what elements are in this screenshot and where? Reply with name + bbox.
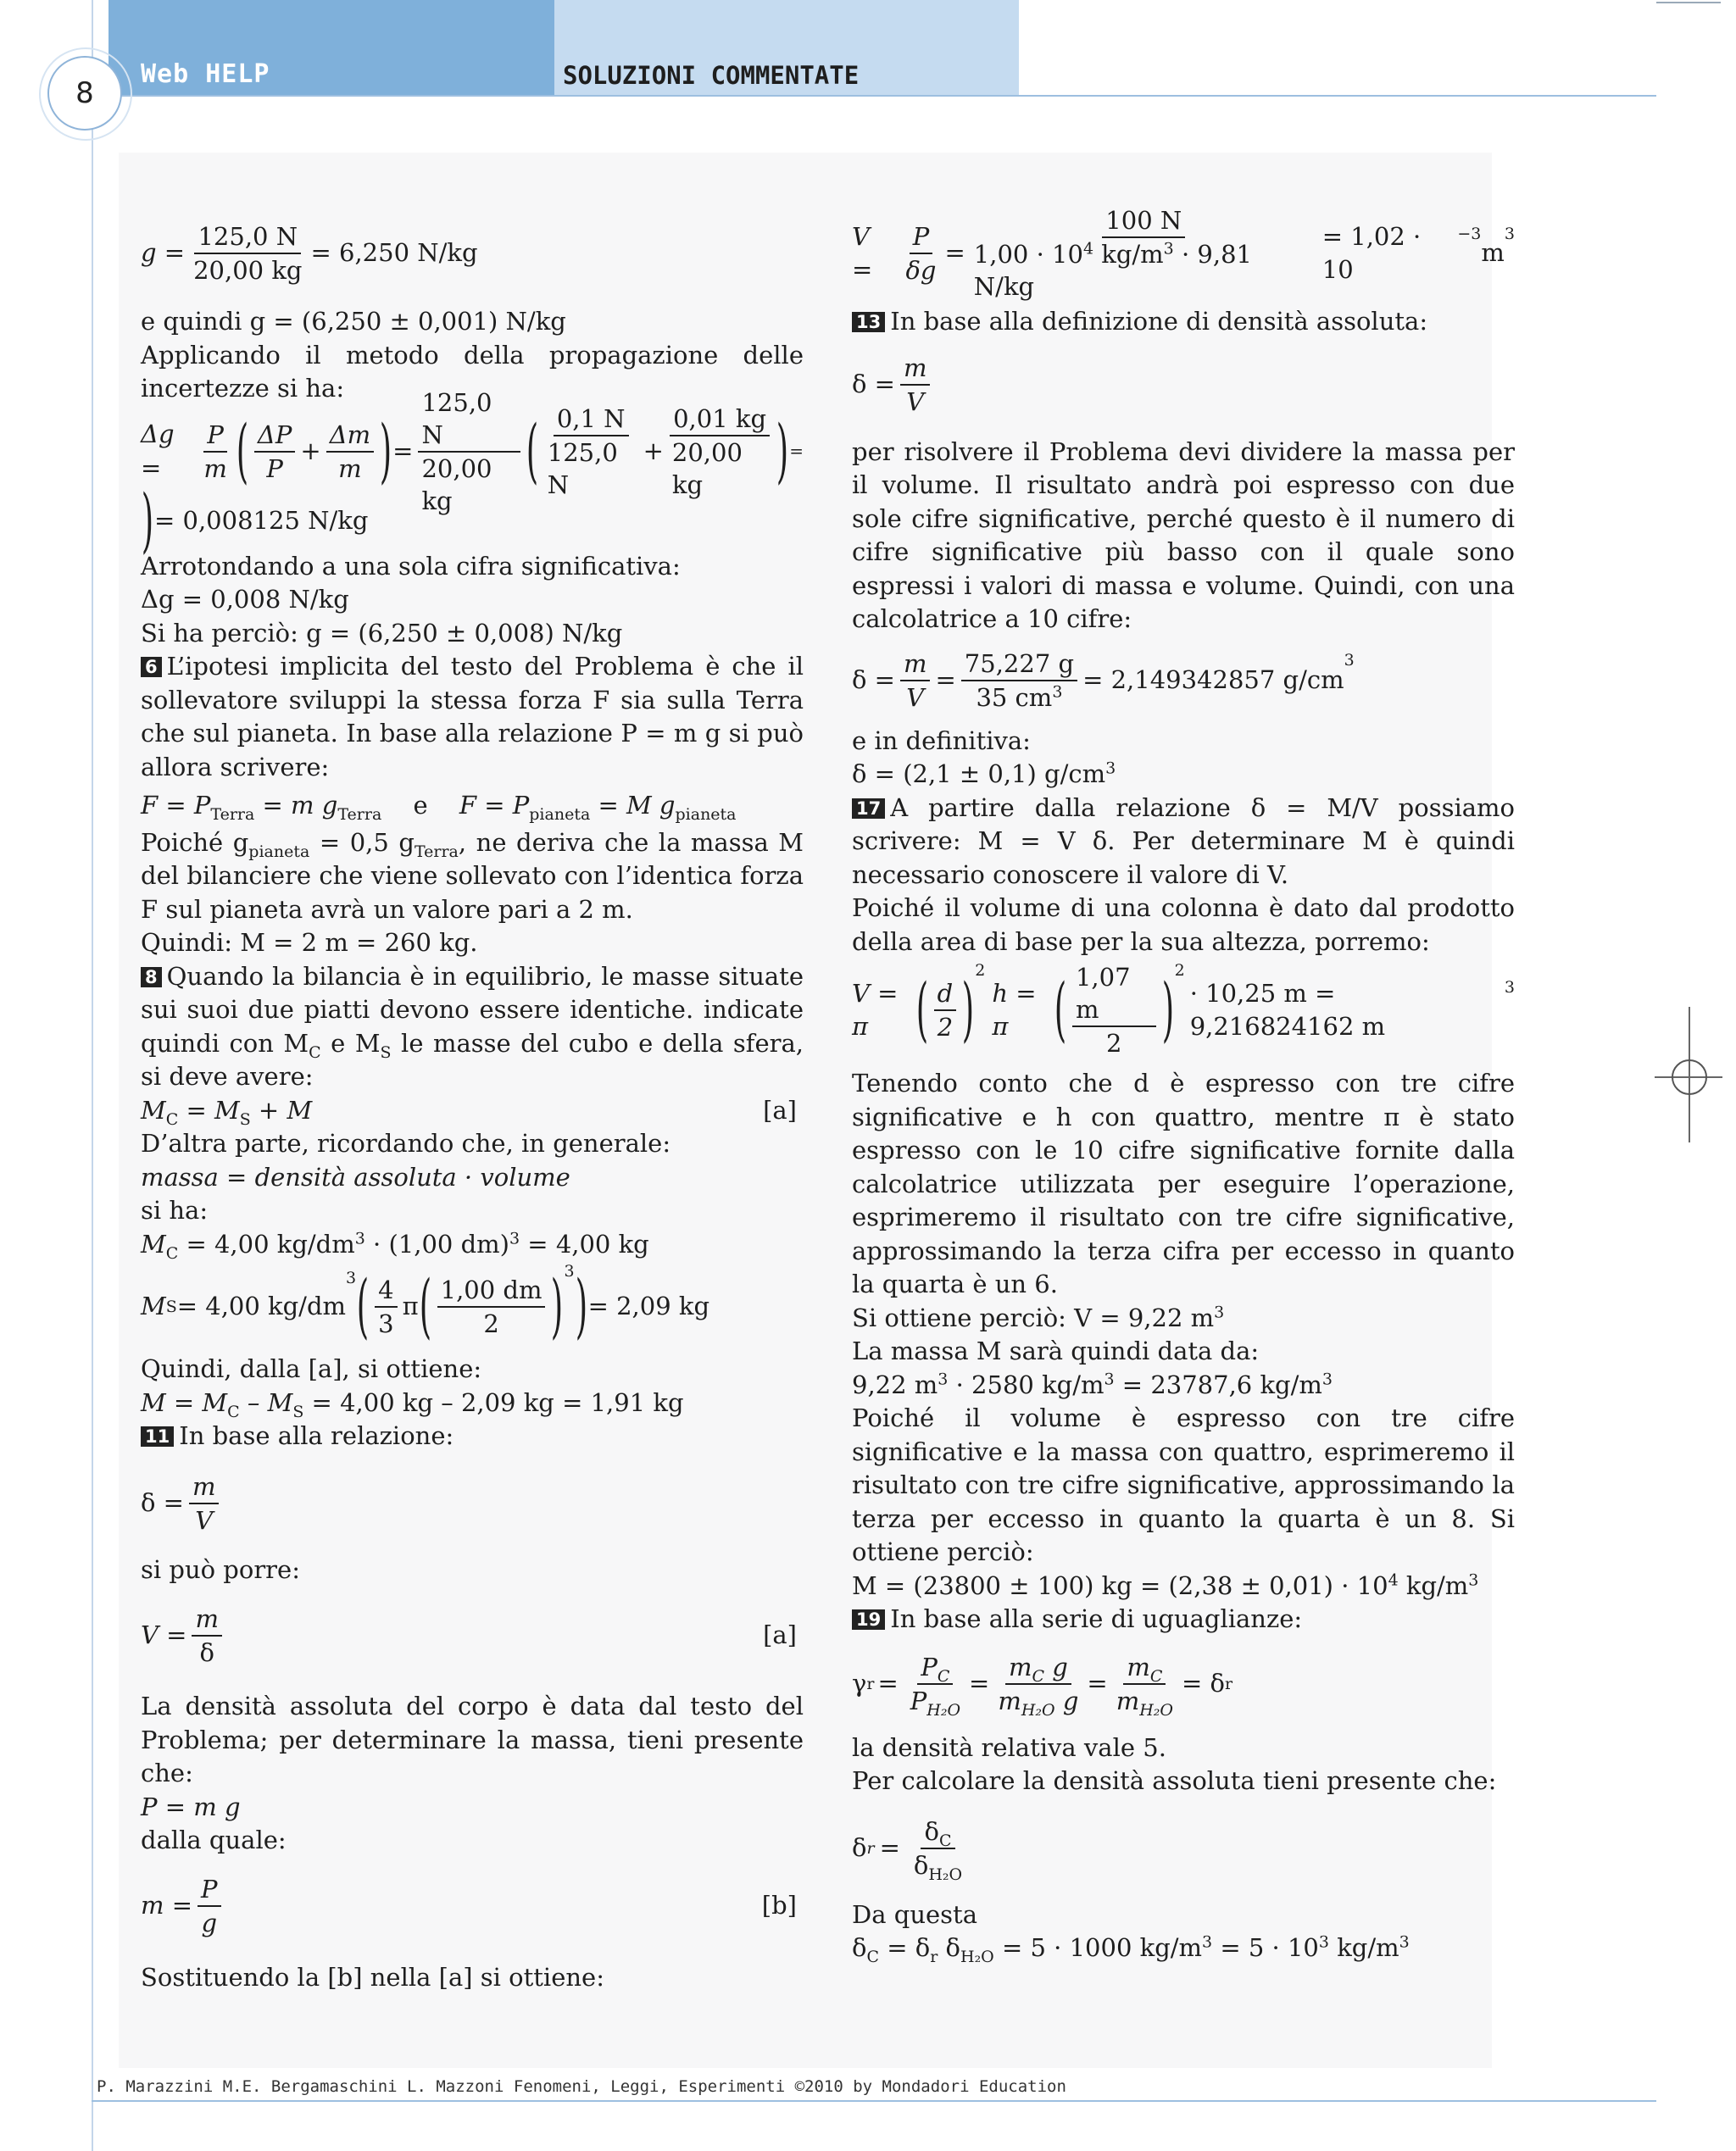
equation-ms: M S = 4,00 kg/dm 3 ( $\frac{4}{3}$ π ( $\frac{1,00 dm}{2}$ ) 3 ) = 2,09 kg	[141, 1262, 710, 1347]
section-title: SOLUZIONI COMMENTATE	[563, 61, 860, 90]
fraction: $\frac{125,0 N}{20,00 kg}$	[193, 222, 303, 285]
formula-line: $M = M_C - M_S = 4,00$ kg – 2,09 kg = 1,91 kg	[141, 1387, 684, 1421]
paragraph: massa = densità assoluta · volume	[141, 1162, 570, 1192]
equation-tag: [a]	[763, 1620, 797, 1650]
paragraph: P = m g	[141, 1792, 241, 1821]
equation-relative-density: γ r = $\frac{P_C}{P_{H_2O}}$ = $\frac{m_C g}{m_{H_2O} g}$ = $\frac{m_C}{m_{H_2O}}$ = δ r	[852, 1652, 1233, 1720]
equation-tag: [b]	[761, 1890, 797, 1920]
equation-delta-g: Δg = $\frac{P}{m}$ ( $\frac{\Delta P}{P}$ + $\frac{\Delta m}{m}$ ) = $\frac{125,0 N}{20,00 kg}$ ( $\frac{0,1 N}{125,0 N}$ + $\frac{0,01 kg}{20,00 kg}$ ) =	[141, 387, 804, 515]
formula-line: 9,22 $m^3 \cdot 2580$ $kg/m^3 = 23787,6$ $kg/m^3$	[852, 1369, 1333, 1399]
paragraph: D’altra parte, ricordando che, in generale:	[141, 1129, 671, 1158]
crop-mark-circle	[1672, 1059, 1707, 1095]
paragraph: e in definitiva:	[852, 725, 1031, 755]
equation-density: δ = $\frac{m}{V}$	[852, 339, 1515, 431]
equation-volume: V = $\frac{m}{\delta}$ [a]	[141, 1604, 797, 1667]
equation-volume-result: V = $\frac{P}{\delta g}$ = $\frac{100 N}{1,00 \cdot 10^4 kg/m^3 \cdot 9,81 N/kg}$ = 1,02 · 10 −3 m 3	[852, 206, 1515, 301]
left-paren: (	[526, 410, 538, 492]
exercise-19: 19 In base alla serie di uguaglianze:	[852, 1603, 1515, 1637]
equation-dr: δ r = $\frac{\delta_C}{\delta_{H_2O}}$	[852, 1816, 963, 1884]
equation-column-volume: V = π ( $\frac{d}{2}$ ) 2 h = π ( $\frac{1,07 m}{2}$ ) 2 · 10,25 m = 9,216824162 m 3	[852, 961, 1515, 1058]
footer-rule	[92, 2100, 1656, 2102]
paragraph: Tenendo conto che d è espresso con tre cifre significative e h con quattro, mentre π è stato espresso con le 10 cifre significative fornite dalla calcolatrice utilizzata per eseguire l’operazione, esprimeremo il risultato con tre cifre significative, approssimando la terza cifra per eccesso in quanto la quarta è un 6.	[852, 1069, 1515, 1298]
right-paren: )	[379, 410, 392, 492]
paragraph: Quindi: M = 2 m = 260 kg.	[141, 928, 478, 957]
paragraph: La massa M sarà quindi data da:	[852, 1337, 1260, 1365]
exercise-13: 13 In base alla definizione di densità assoluta:	[852, 305, 1515, 339]
exercise-number: 11	[141, 1426, 174, 1447]
exercise-number: 6	[141, 657, 162, 677]
formula-line: $M_C = M_S + M$ [a]	[141, 1095, 797, 1129]
paragraph: si ha:	[141, 1196, 209, 1225]
equation-mass: m = $\frac{P}{g}$ [b]	[141, 1874, 797, 1937]
equation-g	[141, 214, 804, 293]
equation-density: δ = $\frac{m}{V}$	[141, 1453, 804, 1554]
exercise-number: 19	[852, 1609, 885, 1630]
section-label-web-help: Web HELP	[141, 59, 270, 89]
left-column	[141, 214, 804, 1994]
paragraph: e quindi g = (6,250 ± 0,001) N/kg	[141, 307, 566, 336]
right-column	[852, 206, 1515, 1966]
paragraph: La densità assoluta del corpo è data dal testo del Problema; per determinare la massa, tieni presente che:	[141, 1692, 804, 1787]
formula-line: Si ottiene perciò: V = 9,22 $m^3$	[852, 1302, 1225, 1332]
left-margin-line	[92, 0, 93, 2151]
eq-result: = 6,250 N/kg	[310, 238, 478, 268]
paragraph: Per calcolare la densità assoluta tieni presente che:	[852, 1766, 1497, 1795]
paragraph: Sostituendo la [b] nella [a] si ottiene:	[141, 1962, 604, 1992]
paragraph: Poiché il volume è espresso con tre cifre significative e la massa con quattro, esprimeremo il risultato con tre cifre significative, approssimando la terza per eccesso in quanto la quarta è un 8. Si ottiene perciò:	[852, 1403, 1515, 1566]
exercise-number: 8	[141, 967, 162, 987]
page-number: 8	[47, 56, 122, 131]
paragraph: la densità relativa vale 5.	[852, 1732, 1166, 1762]
paragraph: Si ha perciò: g = (6,250 ± 0,008) N/kg	[141, 618, 623, 648]
paragraph: Arrotondando a una sola cifra significativa:	[141, 551, 681, 581]
paragraph: Δg = 0,008 N/kg	[141, 585, 349, 614]
formula-line: M = (23800 ± 100) kg = $(2,38 \pm 0,01) \cdot 10^4$ $kg/m^3$	[852, 1570, 1479, 1600]
exercise-number: 17	[852, 798, 885, 819]
left-paren: (	[236, 410, 249, 492]
formula-line: $\delta_C = \delta_r$ $\delta_{H_2O} = 5 \cdot 1000$ $kg/m^3 = 5 \cdot 10^3$ $kg/m^3$	[852, 1932, 1410, 1966]
paragraph: Poiché $g_{pianeta} = 0,5$ $g_{Terra}$, ne deriva che la massa M del bilanciere che viene sollevato con l’identica forza F sul pianeta avrà un valore pari a 2 m.	[141, 827, 804, 924]
paragraph: Da questa	[852, 1899, 977, 1929]
exercise-11: 11 In base alla relazione:	[141, 1420, 804, 1453]
exercise-17: 17 A partire dalla relazione δ = M/V possiamo scrivere: M = V δ. Per determinare M è quindi necessario conoscere il valore di V.	[852, 792, 1515, 889]
footer-credits: P. Marazzini M.E. Bergamaschini L. Mazzoni Fenomeni, Leggi, Esperimenti ©2010 by Mondadori Education	[97, 2077, 1066, 2096]
formula-line: $F = P_{Terra} = m$ $g_{Terra}$ e $F = P_{pianeta} = M$ $g_{pianeta}$	[141, 791, 737, 824]
equation-delta-g-result: ) = 0,008125 N/kg	[141, 480, 369, 561]
paragraph: Applicando il metodo della propagazione delle incertezze si ha:	[141, 340, 804, 403]
header-rule	[108, 95, 1656, 97]
formula-line: δ = (2,1 ± 0,1) $g/cm^3$	[852, 759, 1116, 788]
exercise-6: 6 L’ipotesi implicita del testo del Problema è che il sollevatore sviluppi la stessa forza F sia sulla Terra che sul pianeta. In base alla relazione P = m g si può allora scrivere:	[141, 652, 804, 781]
equation-density-calc: δ = $\frac{m}{V}$ = $\frac{75,227 g}{35 cm^3}$ = 2,149342857 g/cm 3	[852, 648, 1355, 712]
paragraph: per risolvere il Problema devi dividere la massa per il volume. Il risultato andrà poi espresso con due sole cifre significative, perché questo è il numero di cifre significative più basso con il quale sono espressi i valori di massa e volume. Quindi, con una calcolatrice a 10 cifre:	[852, 436, 1515, 633]
top-right-rule	[1656, 2, 1721, 3]
exercise-8: 8 Quando la bilancia è in equilibrio, le masse situate sui suoi due piatti devono essere identiche. indicate quindi con $M_C$ e $M_S$ le masse del cubo e della sfera, si deve avere:	[141, 961, 804, 1091]
formula-line: $M_C = 4,00$ $kg/dm^3 \cdot (1,00$ dm)$^3$ = 4,00 kg	[141, 1228, 649, 1263]
exercise-number: 13	[852, 312, 885, 332]
eq-lhs: g =	[141, 238, 186, 268]
paragraph: si può porre:	[141, 1554, 300, 1584]
equation-tag: [a]	[763, 1095, 797, 1125]
right-paren: )	[776, 410, 789, 492]
paragraph: Quindi, dalla [a], si ottiene:	[141, 1354, 482, 1383]
paragraph: Poiché il volume di una colonna è dato dal prodotto della area di base per la sua altezza, porremo:	[852, 893, 1515, 956]
paragraph: dalla quale:	[141, 1826, 287, 1854]
